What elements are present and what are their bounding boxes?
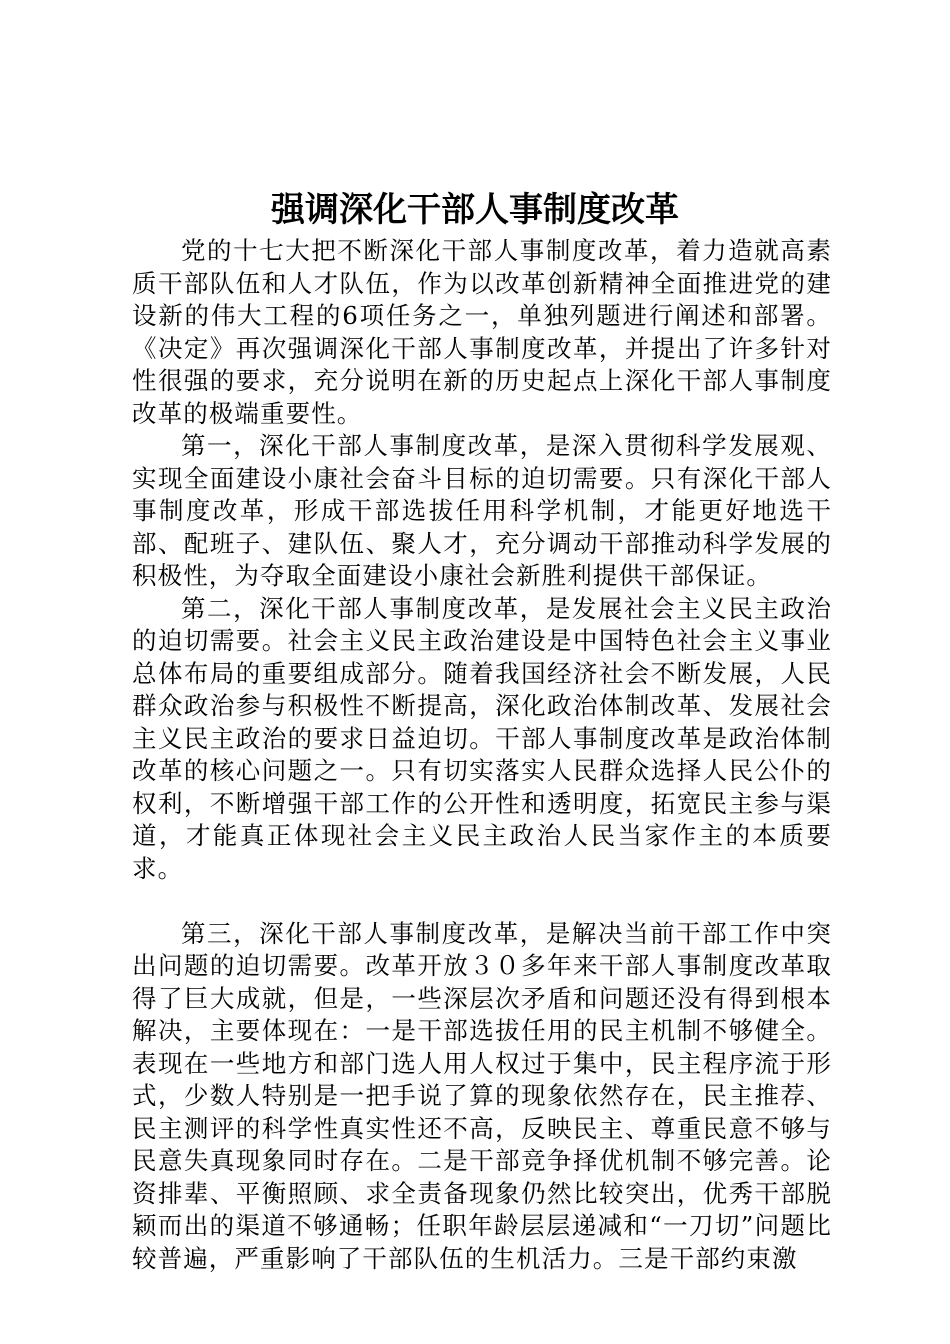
document-body — [132, 235, 832, 1275]
paragraph-second: 第二，深化干部人事制度改革，是发展社会主义民主政治的迫切需要。社会主义民主政治建设是中国特色社会主义事业总体布局的重要组成部分。随着我国经济社会不断发展，人民群众政治参与积极性不断提高，深化政治体制改革、发展社会主义民主政治的要求日益迫切。干部人事制度改革是政治体制改革的核心问题之一。只有切实落实人民群众选择人民公仆的权利，不断增强干部工作的公开性和透明度，拓宽民主参与渠道，才能真正体现社会主义民主政治人民当家作主的本质要求。 — [132, 593, 832, 883]
paragraph-third: 第三，深化干部人事制度改革，是解决当前干部工作中突出问题的迫切需要。改革开放３０多年来干部人事制度改革取得了巨大成就，但是，一些深层次矛盾和问题还没有得到根本解决，主要体现在：一是干部选拔任用的民主机制不够健全。表现在一些地方和部门选人用人权过于集中，民主程序流于形式，少数人特别是一把手说了算的现象依然存在，民主推荐、民主测评的科学性真实性还不高，反映民主、尊重民意不够与民意失真现象同时存在。二是干部竞争择优机制不够完善。论资排辈、平衡照顾、求全责备现象仍然比较突出，优秀干部脱颖而出的渠道不够通畅；任职年龄层层递减和“一刀切”问题比较普遍，严重影响了干部队伍的生机活力。三是干部约束激 — [132, 918, 832, 1273]
paragraph-gap — [132, 885, 832, 918]
document-title: 强调深化干部人事制度改革 — [271, 190, 679, 230]
paragraph-intro: 党的十七大把不断深化干部人事制度改革，着力造就高素质干部队伍和人才队伍，作为以改革创新精神全面推进党的建设新的伟大工程的6项任务之一，单独列题进行阐述和部署。《决定》再次强调深化干部人事制度改革，并提出了许多针对性很强的要求，充分说明在新的历史起点上深化干部人事制度改革的极端重要性。 — [132, 236, 832, 428]
paragraph-first: 第一，深化干部人事制度改革，是深入贯彻科学发展观、实现全面建设小康社会奋斗目标的迫切需要。只有深化干部人事制度改革，形成干部选拔任用科学机制，才能更好地选干部、配班子、建队伍、聚人才，充分调动干部推动科学发展的积极性，为夺取全面建设小康社会新胜利提供干部保证。 — [132, 431, 832, 590]
